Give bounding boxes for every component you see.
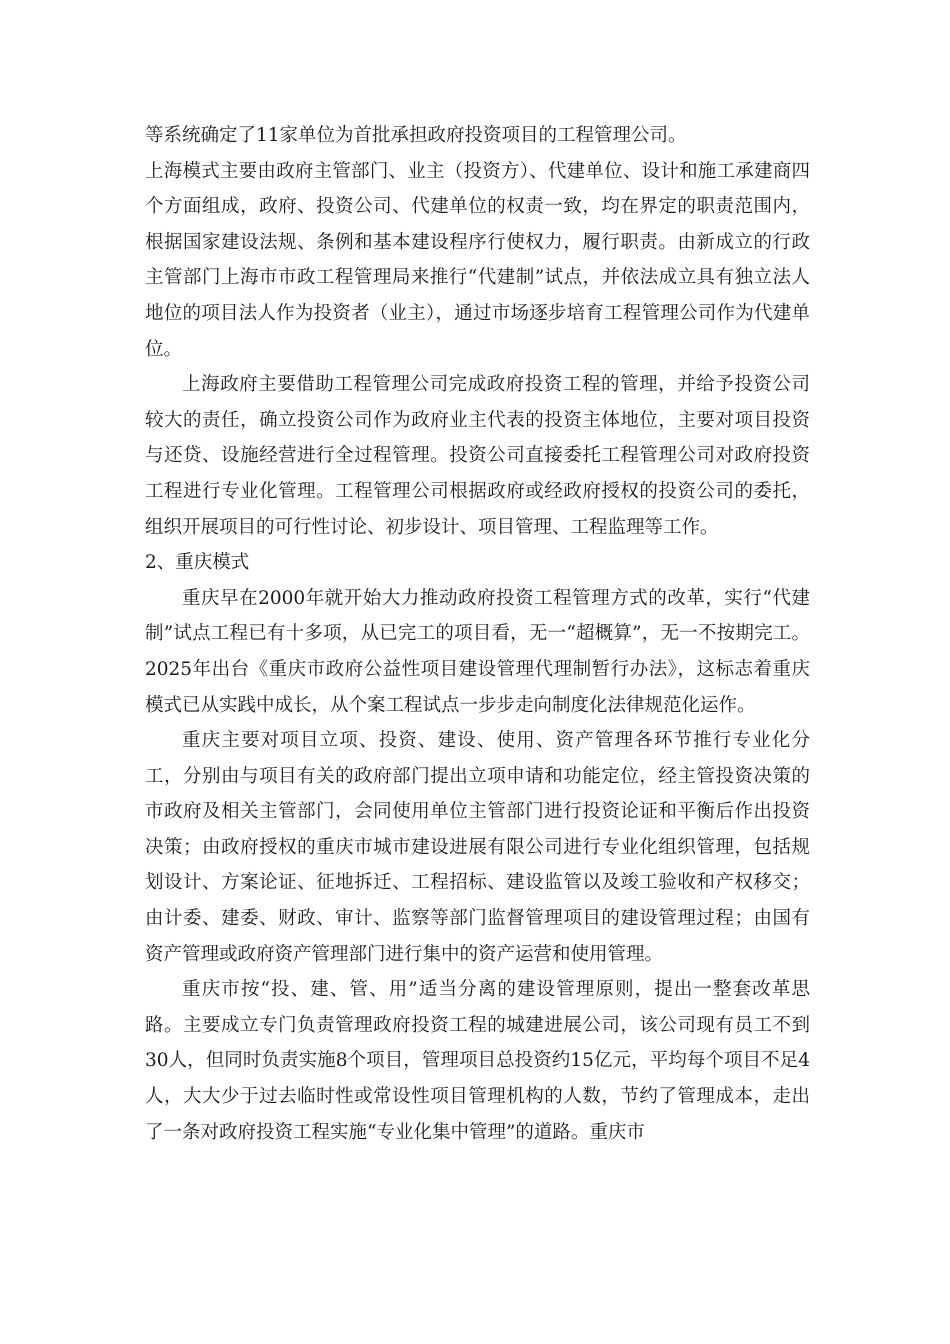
- section-heading-chongqing-model: 2、重庆模式: [145, 552, 250, 574]
- paragraph-shanghai-model-overview: 上海模式主要由政府主管部门、业主（投资方）、代建单位、设计和施工承建商四个方面组成，政府、投资公司、代建单位的权责一致，均在界定的职责范围内，根据国家建设法规、条例和基本建设程序行使权力，履行职责。由新成立的行政主管部门上海市市政工程管理局来推行“代建制”试点，并依法成立具有独立法人地位的项目法人作为投资者（业主），通过市场逐步培育工程管理公司作为代建单位。: [145, 160, 810, 360]
- paragraph-chongqing-division-of-labor: 重庆主要对项目立项、投资、建设、使用、资产管理各环节推行专业化分工，分别由与项目有关的政府部门提出立项申请和功能定位，经主管投资决策的市政府及相关主管部门，会同使用单位主管部门进行投资论证和平衡后作出投资决策；由政府授权的重庆市城市建设进展有限公司进行专业化组织管理，包括规划设计、方案论证、征地拆迁、工程招标、建设监管以及竣工验收和产权移交；由计委、建委、财政、审计、监察等部门监督管理项目的建设管理过程；由国有资产管理或政府资产管理部门进行集中的资产运营和使用管理。: [145, 730, 810, 965]
- paragraph-continuation: 等系统确定了11家单位为首批承担政府投资项目的工程管理公司。: [145, 125, 687, 146]
- paragraph-chongqing-reform-approach: 重庆市按“投、建、管、用”适当分离的建设管理原则，提出一整套改革思路。主要成立专门负责管理政府投资工程的城建进展公司，该公司现有员工不到30人，但同时负责实施8个项目，管理项目总投资约15亿元，平均每个项目不足4人，大大少于过去临时性或常设性项目管理机构的人数，节约了管理成本，走出了一条对政府投资工程实施“专业化集中管理”的道路。重庆市: [145, 979, 810, 1143]
- document-body: [145, 118, 810, 1150]
- paragraph-shanghai-government-role: 上海政府主要借助工程管理公司完成政府投资工程的管理，并给予投资公司较大的责任，确立投资公司作为政府业主代表的投资主体地位，主要对项目投资与还贷、设施经营进行全过程管理。投资公司直接委托工程管理公司对政府投资工程进行专业化管理。工程管理公司根据政府或经政府授权的投资公司的委托，组织开展项目的可行性讨论、初步设计、项目管理、工程监理等工作。: [145, 374, 810, 538]
- paragraph-chongqing-history: 重庆早在2000年就开始大力推动政府投资工程管理方式的改革，实行“代建制”试点工程已有十多项，从已完工的项目看，无一“超概算”，无一不按期完工。2025年出台《重庆市政府公益性项目建设管理代理制暂行办法》，这标志着重庆模式已从实践中成长，从个案工程试点一步步走向制度化法律规范化运作。: [145, 587, 810, 716]
